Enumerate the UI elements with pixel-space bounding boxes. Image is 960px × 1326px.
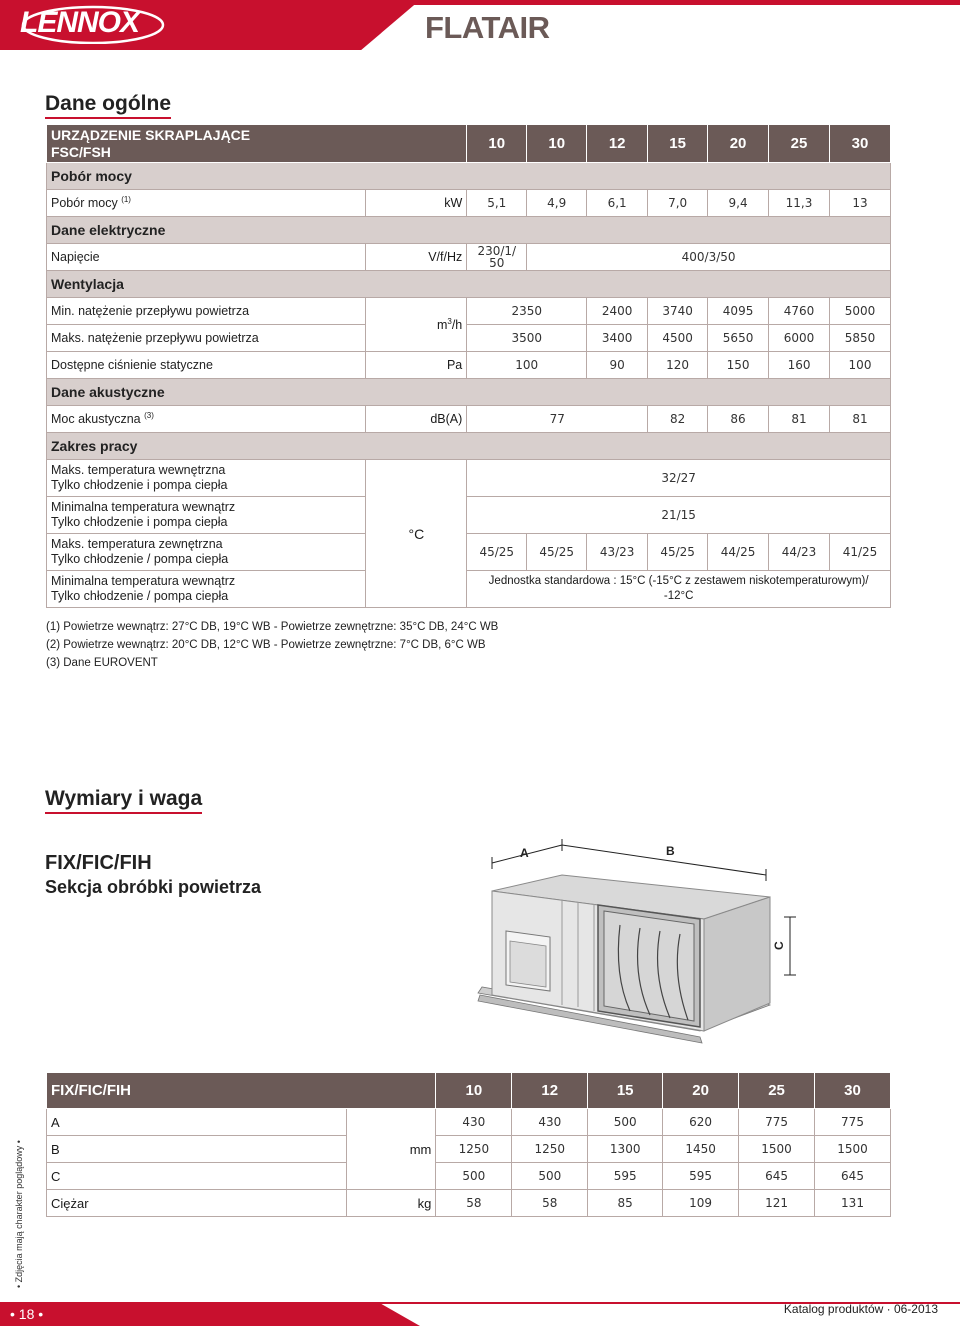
- cell-value: 4500: [648, 325, 708, 352]
- cell-value: 6000: [769, 325, 830, 352]
- cell-value: 5,1: [467, 190, 527, 217]
- cell-value: 77: [467, 406, 648, 433]
- footnote: (3) Dane EUROVENT: [46, 657, 158, 669]
- row-label: [47, 571, 366, 608]
- row-label: C: [47, 1163, 347, 1190]
- footnotes: [46, 618, 498, 672]
- page-title: FLATAIR: [425, 10, 550, 45]
- range-label-2: Tylko chłodzenie / pompa ciepła: [51, 589, 229, 603]
- model-col: 15: [648, 125, 708, 163]
- cell-value: 90: [587, 352, 648, 379]
- cell-value: 81: [830, 406, 891, 433]
- row-label: Min. natężenie przepływu powietrza: [47, 298, 366, 325]
- cell-value: 150: [708, 352, 769, 379]
- flow-unit: m: [436, 318, 448, 333]
- cell-value: [467, 244, 527, 271]
- cell-value: 6,1: [587, 190, 648, 217]
- model-col: 10: [436, 1073, 512, 1109]
- cell-value: 82: [648, 406, 708, 433]
- row-label: A: [47, 1109, 347, 1136]
- row-unit: kW: [366, 190, 467, 217]
- model-col: 30: [830, 125, 891, 163]
- flow-unit-tail: /h: [451, 318, 463, 333]
- table-header-row: [47, 1073, 891, 1109]
- cell-value: 86: [708, 406, 769, 433]
- cell-value: 400/3/50: [527, 244, 891, 271]
- cell-value: 13: [830, 190, 891, 217]
- cell-value: 7,0: [648, 190, 708, 217]
- table-header-label: [47, 125, 467, 163]
- row-unit: dB(A): [366, 406, 467, 433]
- table-row: [47, 534, 891, 571]
- footer-red-band: [0, 1302, 420, 1326]
- cell-value: 45/25: [467, 534, 527, 571]
- row-label: [47, 406, 366, 433]
- range-label-2: Tylko chłodzenie i pompa ciepła: [51, 478, 228, 492]
- row-label: Maks. natężenie przepływu powietrza: [47, 325, 366, 352]
- row-unit: mm: [346, 1109, 436, 1190]
- table-row: [47, 406, 891, 433]
- category-range: Zakres pracy: [47, 433, 891, 460]
- cell-value: 160: [769, 352, 830, 379]
- section-title-text: Wymiary i waga: [45, 787, 203, 810]
- cell-value: 4095: [708, 298, 769, 325]
- cell-value: 44/23: [769, 534, 830, 571]
- table-row: [47, 190, 891, 217]
- table-row: [47, 571, 891, 608]
- page-header: [0, 0, 960, 50]
- row-label: [47, 497, 366, 534]
- table-header-label: FIX/FIC/FIH: [47, 1073, 436, 1109]
- category-ventilation: Wentylacja: [47, 271, 891, 298]
- cell-value: 58: [436, 1190, 512, 1217]
- cell-value: 45/25: [648, 534, 708, 571]
- flow-unit-sup: 3: [447, 316, 452, 326]
- catalog-label: Katalog produktów · 06-2013: [783, 1302, 938, 1316]
- cell-value: [467, 571, 891, 608]
- dimensions-table: [46, 1072, 891, 1217]
- cell-value: 595: [588, 1163, 663, 1190]
- cell-value: 58: [512, 1190, 588, 1217]
- model-col: 12: [587, 125, 648, 163]
- cell-value: 81: [769, 406, 830, 433]
- row-unit: kg: [346, 1190, 436, 1217]
- cell-value: 645: [739, 1163, 815, 1190]
- cell-value: 4760: [769, 298, 830, 325]
- general-data-table: [46, 124, 891, 608]
- row-label: Ciężar: [47, 1190, 347, 1217]
- model-col: 10: [527, 125, 587, 163]
- row-unit: Pa: [366, 352, 467, 379]
- table-row: [47, 325, 891, 352]
- voltage-line-1: 230/1/: [477, 244, 517, 258]
- section-title-text: Dane ogólne: [45, 92, 172, 115]
- cell-value: 85: [588, 1190, 663, 1217]
- dim-label-c: C: [772, 941, 786, 950]
- cell-value: 3740: [648, 298, 708, 325]
- photo-disclaimer: • Zdjęcia mają charakter poglądowy •: [14, 1140, 24, 1288]
- min-out-line-2: -12°C: [663, 590, 694, 602]
- product-description: Sekcja obróbki powietrza: [45, 877, 262, 897]
- power-label: Pobór mocy: [51, 196, 118, 211]
- cell-value: 3400: [587, 325, 648, 352]
- category-row: [47, 217, 891, 244]
- model-col: 12: [512, 1073, 588, 1109]
- cell-value: 2400: [587, 298, 648, 325]
- cell-value: 109: [663, 1190, 739, 1217]
- row-label: Napięcie: [47, 244, 366, 271]
- category-row: [47, 433, 891, 460]
- row-unit: V/f/Hz: [366, 244, 467, 271]
- cell-value: 3500: [467, 325, 587, 352]
- cell-value: 4,9: [527, 190, 587, 217]
- footnote-ref: (1): [121, 195, 131, 205]
- footnote: (2) Powietrze wewnątrz: 20°C DB, 12°C WB - Powietrze zewnętrzne: 7°C DB, 6°C WB: [46, 639, 486, 651]
- cell-value: 430: [436, 1109, 512, 1136]
- table-row: [47, 244, 891, 271]
- cell-value: 44/25: [708, 534, 769, 571]
- cell-value: 1250: [512, 1136, 588, 1163]
- table-row: [47, 1190, 891, 1217]
- table-row: [47, 1109, 891, 1136]
- header-accent-line: [380, 0, 960, 5]
- table-row: [47, 352, 891, 379]
- model-col: 30: [815, 1073, 891, 1109]
- cell-value: 11,3: [769, 190, 830, 217]
- cell-value: 32/27: [467, 460, 891, 497]
- cell-value: 500: [512, 1163, 588, 1190]
- row-label: Dostępne ciśnienie statyczne: [47, 352, 366, 379]
- table-row: [47, 298, 891, 325]
- table-row: [47, 1163, 891, 1190]
- range-label-1: Minimalna temperatura wewnątrz: [51, 574, 236, 588]
- cell-value: 1300: [588, 1136, 663, 1163]
- cell-value: 595: [663, 1163, 739, 1190]
- model-col: 20: [663, 1073, 739, 1109]
- cell-value: 21/15: [467, 497, 891, 534]
- voltage-line-2: 50: [489, 256, 505, 270]
- cell-value: 620: [663, 1109, 739, 1136]
- range-label-2: Tylko chłodzenie / pompa ciepła: [51, 552, 229, 566]
- model-col: 20: [708, 125, 769, 163]
- cell-value: 1500: [739, 1136, 815, 1163]
- cell-value: 1250: [436, 1136, 512, 1163]
- category-electrical: Dane elektryczne: [47, 217, 891, 244]
- model-col: 25: [769, 125, 830, 163]
- row-label: [47, 460, 366, 497]
- cell-value: 775: [815, 1109, 891, 1136]
- dim-label-a: A: [520, 846, 529, 860]
- section-title-general: [45, 92, 171, 116]
- cell-value: 131: [815, 1190, 891, 1217]
- cell-value: 645: [815, 1163, 891, 1190]
- cell-value: 1450: [663, 1136, 739, 1163]
- section-title-underline: [45, 117, 171, 119]
- cell-value: 775: [739, 1109, 815, 1136]
- cell-value: 100: [467, 352, 587, 379]
- cell-value: 121: [739, 1190, 815, 1217]
- dim-label-b: B: [666, 844, 675, 858]
- range-label-1: Maks. temperatura zewnętrzna: [51, 537, 223, 551]
- section-title-dimensions: [45, 787, 202, 811]
- model-col: 10: [467, 125, 527, 163]
- cell-value: 100: [830, 352, 891, 379]
- cell-value: 500: [588, 1109, 663, 1136]
- row-label: B: [47, 1136, 347, 1163]
- footnote-ref: (3): [144, 411, 154, 421]
- footnote: (1) Powietrze wewnątrz: 27°C DB, 19°C WB - Powietrze zewnętrzne: 35°C DB, 24°C WB: [46, 621, 499, 633]
- model-col: 25: [739, 1073, 815, 1109]
- table-row: [47, 460, 891, 497]
- cell-value: 430: [512, 1109, 588, 1136]
- category-row: [47, 271, 891, 298]
- category-acoustic: Dane akustyczne: [47, 379, 891, 406]
- air-handler-unit-illustration: [470, 835, 800, 1045]
- range-label-1: Minimalna temperatura wewnątrz: [51, 500, 236, 514]
- header-label-line-2: FSC/FSH: [51, 143, 111, 160]
- min-out-line-1: Jednostka standardowa : 15°C (-15°C z zestawem niskotemperaturowym)/: [488, 575, 869, 587]
- sound-label: Moc akustyczna: [51, 412, 141, 427]
- section-title-underline: [45, 812, 202, 814]
- header-label-line-1: URZĄDZENIE SKRAPLAJĄCE: [51, 126, 251, 143]
- range-label-1: Maks. temperatura wewnętrzna: [51, 463, 226, 477]
- cell-value: 500: [436, 1163, 512, 1190]
- model-col: 15: [588, 1073, 663, 1109]
- product-subtitle: FIX/FIC/FIH: [45, 852, 152, 874]
- table-row: [47, 1136, 891, 1163]
- page-number: • 18 •: [10, 1306, 44, 1322]
- table-header-row: [47, 125, 891, 163]
- cell-value: 43/23: [587, 534, 648, 571]
- table-row: [47, 497, 891, 534]
- cell-value: 41/25: [830, 534, 891, 571]
- cell-value: 5000: [830, 298, 891, 325]
- cell-value: 5850: [830, 325, 891, 352]
- cell-value: 45/25: [527, 534, 587, 571]
- cell-value: 2350: [467, 298, 587, 325]
- cell-value: 9,4: [708, 190, 769, 217]
- row-label: [47, 534, 366, 571]
- category-row: [47, 163, 891, 190]
- category-power: Pobór mocy: [47, 163, 891, 190]
- row-label: [47, 190, 366, 217]
- row-unit: [366, 298, 467, 352]
- range-label-2: Tylko chłodzenie i pompa ciepła: [51, 515, 228, 529]
- category-row: [47, 379, 891, 406]
- cell-value: 1500: [815, 1136, 891, 1163]
- row-unit: °C: [366, 460, 467, 608]
- lennox-logo-text: LENNOX: [20, 6, 140, 39]
- cell-value: 5650: [708, 325, 769, 352]
- cell-value: 120: [648, 352, 708, 379]
